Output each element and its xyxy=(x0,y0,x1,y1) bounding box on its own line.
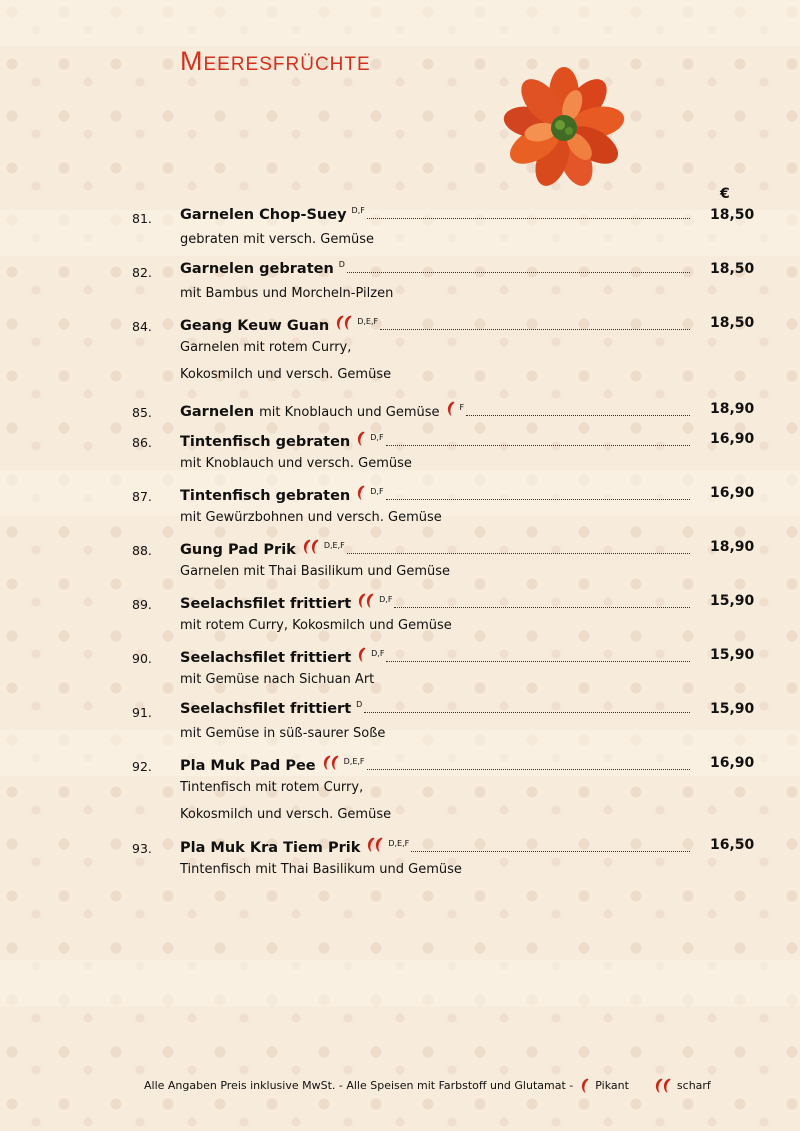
item-allergens: D,E,F xyxy=(357,317,379,326)
item-description: mit rotem Curry, Kokosmilch und Gemüse xyxy=(180,618,452,633)
menu-item xyxy=(0,755,800,822)
item-description: Kokosmilch und versch. Gemüse xyxy=(180,807,392,822)
item-allergens: D,E,F xyxy=(323,541,345,550)
double-chili-pepper-icon xyxy=(655,1078,671,1093)
item-allergens: D,F xyxy=(351,206,365,215)
dotted-leader xyxy=(380,321,690,330)
item-description: Tintenfisch mit rotem Curry, xyxy=(180,780,364,795)
item-number: 90. xyxy=(132,651,152,666)
item-name-line xyxy=(180,701,690,717)
item-name-line xyxy=(180,539,690,558)
item-name-line xyxy=(180,401,690,420)
dotted-leader xyxy=(367,761,690,770)
item-price: 16,90 xyxy=(710,485,755,501)
item-number: 88. xyxy=(132,543,152,558)
pikant-label: Pikant xyxy=(595,1079,629,1092)
item-number: 87. xyxy=(132,489,152,504)
item-name: Seelachsfilet frittiert xyxy=(180,596,352,612)
footer-text: Alle Angaben Preis inklusive MwSt. - Alle Speisen mit Farbstoff und Glutamat - xyxy=(144,1079,574,1092)
menu-item xyxy=(0,837,800,901)
item-number: 85. xyxy=(132,405,152,420)
item-number: 89. xyxy=(132,597,152,612)
item-name-line xyxy=(180,485,690,504)
item-price: 16,90 xyxy=(710,755,755,771)
item-description: Kokosmilch und versch. Gemüse xyxy=(180,367,392,382)
item-price: 18,90 xyxy=(710,539,755,555)
chili-pepper-icon xyxy=(357,431,365,446)
item-name-line xyxy=(180,431,690,450)
item-number: 82. xyxy=(132,265,152,280)
item-name: Garnelen Chop-Suey xyxy=(180,207,347,223)
item-name: Tintenfisch gebraten xyxy=(180,434,351,450)
double-chili-pepper-icon xyxy=(358,593,374,608)
item-price: 15,90 xyxy=(710,593,755,609)
scharf-label: scharf xyxy=(676,1079,711,1092)
double-chili-pepper-icon xyxy=(323,755,339,770)
item-price: 15,90 xyxy=(710,647,755,663)
dotted-leader xyxy=(386,491,690,500)
item-name-line xyxy=(180,207,690,223)
dotted-leader xyxy=(367,210,690,219)
dotted-leader xyxy=(466,407,690,416)
item-allergens: D,F xyxy=(379,595,393,604)
item-price: 18,50 xyxy=(710,261,755,277)
item-number: 91. xyxy=(132,705,152,720)
footer-legend xyxy=(144,1078,711,1093)
item-allergens: D xyxy=(356,700,363,709)
dotted-leader xyxy=(347,264,690,273)
item-name: Tintenfisch gebraten xyxy=(180,488,351,504)
item-price: 16,50 xyxy=(710,837,755,853)
item-number: 93. xyxy=(132,841,152,856)
item-allergens: D,F xyxy=(371,649,385,658)
item-name: Seelachsfilet frittiert xyxy=(180,701,352,717)
item-name-line xyxy=(180,315,690,334)
item-name-line xyxy=(180,593,690,612)
chili-pepper-icon xyxy=(358,647,366,662)
item-description: mit Knoblauch und versch. Gemüse xyxy=(180,456,412,471)
item-price: 15,90 xyxy=(710,701,755,717)
item-number: 84. xyxy=(132,319,152,334)
item-description: mit Gemüse in süß-saurer Soße xyxy=(180,726,386,741)
item-description: gebraten mit versch. Gemüse xyxy=(180,232,374,247)
dotted-leader xyxy=(386,653,690,662)
item-name: Geang Keuw Guan xyxy=(180,318,330,334)
item-name-extra: mit Knoblauch und Gemüse xyxy=(259,405,440,420)
item-price: 18,90 xyxy=(710,401,755,417)
dotted-leader xyxy=(386,437,690,446)
item-description: Garnelen mit rotem Curry, xyxy=(180,340,352,355)
item-name: Pla Muk Pad Pee xyxy=(180,758,316,774)
item-name: Seelachsfilet frittiert xyxy=(180,650,352,666)
double-chili-pepper-icon xyxy=(303,539,319,554)
item-name: Garnelen xyxy=(180,404,255,420)
chili-pepper-icon xyxy=(581,1078,589,1093)
dotted-leader xyxy=(347,545,690,554)
shrimp-dish-image xyxy=(496,66,632,190)
item-description: mit Gemüse nach Sichuan Art xyxy=(180,672,375,687)
item-number: 92. xyxy=(132,759,152,774)
item-description: Tintenfisch mit Thai Basilikum und Gemüse xyxy=(180,862,462,877)
item-name: Garnelen gebraten xyxy=(180,261,334,277)
item-allergens: F xyxy=(459,403,465,412)
item-name: Pla Muk Kra Tiem Prik xyxy=(180,840,361,856)
dotted-leader xyxy=(411,843,690,852)
item-name-line xyxy=(180,647,690,666)
item-name-line xyxy=(180,261,690,277)
item-allergens: D,F xyxy=(370,433,384,442)
currency-label: € xyxy=(720,186,730,202)
menu-item xyxy=(0,315,800,382)
item-number: 81. xyxy=(132,211,152,226)
double-chili-pepper-icon xyxy=(367,837,383,852)
item-name: Gung Pad Prik xyxy=(180,542,296,558)
item-allergens: D,E,F xyxy=(388,839,410,848)
item-allergens: D xyxy=(338,260,345,269)
chili-pepper-icon xyxy=(357,485,365,500)
item-price: 18,50 xyxy=(710,207,755,223)
item-name-line xyxy=(180,837,690,856)
item-allergens: D,F xyxy=(370,487,384,496)
item-price: 16,90 xyxy=(710,431,755,447)
item-price: 18,50 xyxy=(710,315,755,331)
item-description: Garnelen mit Thai Basilikum und Gemüse xyxy=(180,564,451,579)
dotted-leader xyxy=(364,704,690,713)
dotted-leader xyxy=(394,599,690,608)
page-title: Meeresfrüchte xyxy=(180,46,371,76)
item-description: mit Bambus und Morcheln-Pilzen xyxy=(180,286,394,301)
item-number: 86. xyxy=(132,435,152,450)
item-allergens: D,E,F xyxy=(343,757,365,766)
chili-pepper-icon xyxy=(447,401,455,416)
double-chili-pepper-icon xyxy=(336,315,352,330)
item-name-line xyxy=(180,755,690,774)
item-description: mit Gewürzbohnen und versch. Gemüse xyxy=(180,510,442,525)
